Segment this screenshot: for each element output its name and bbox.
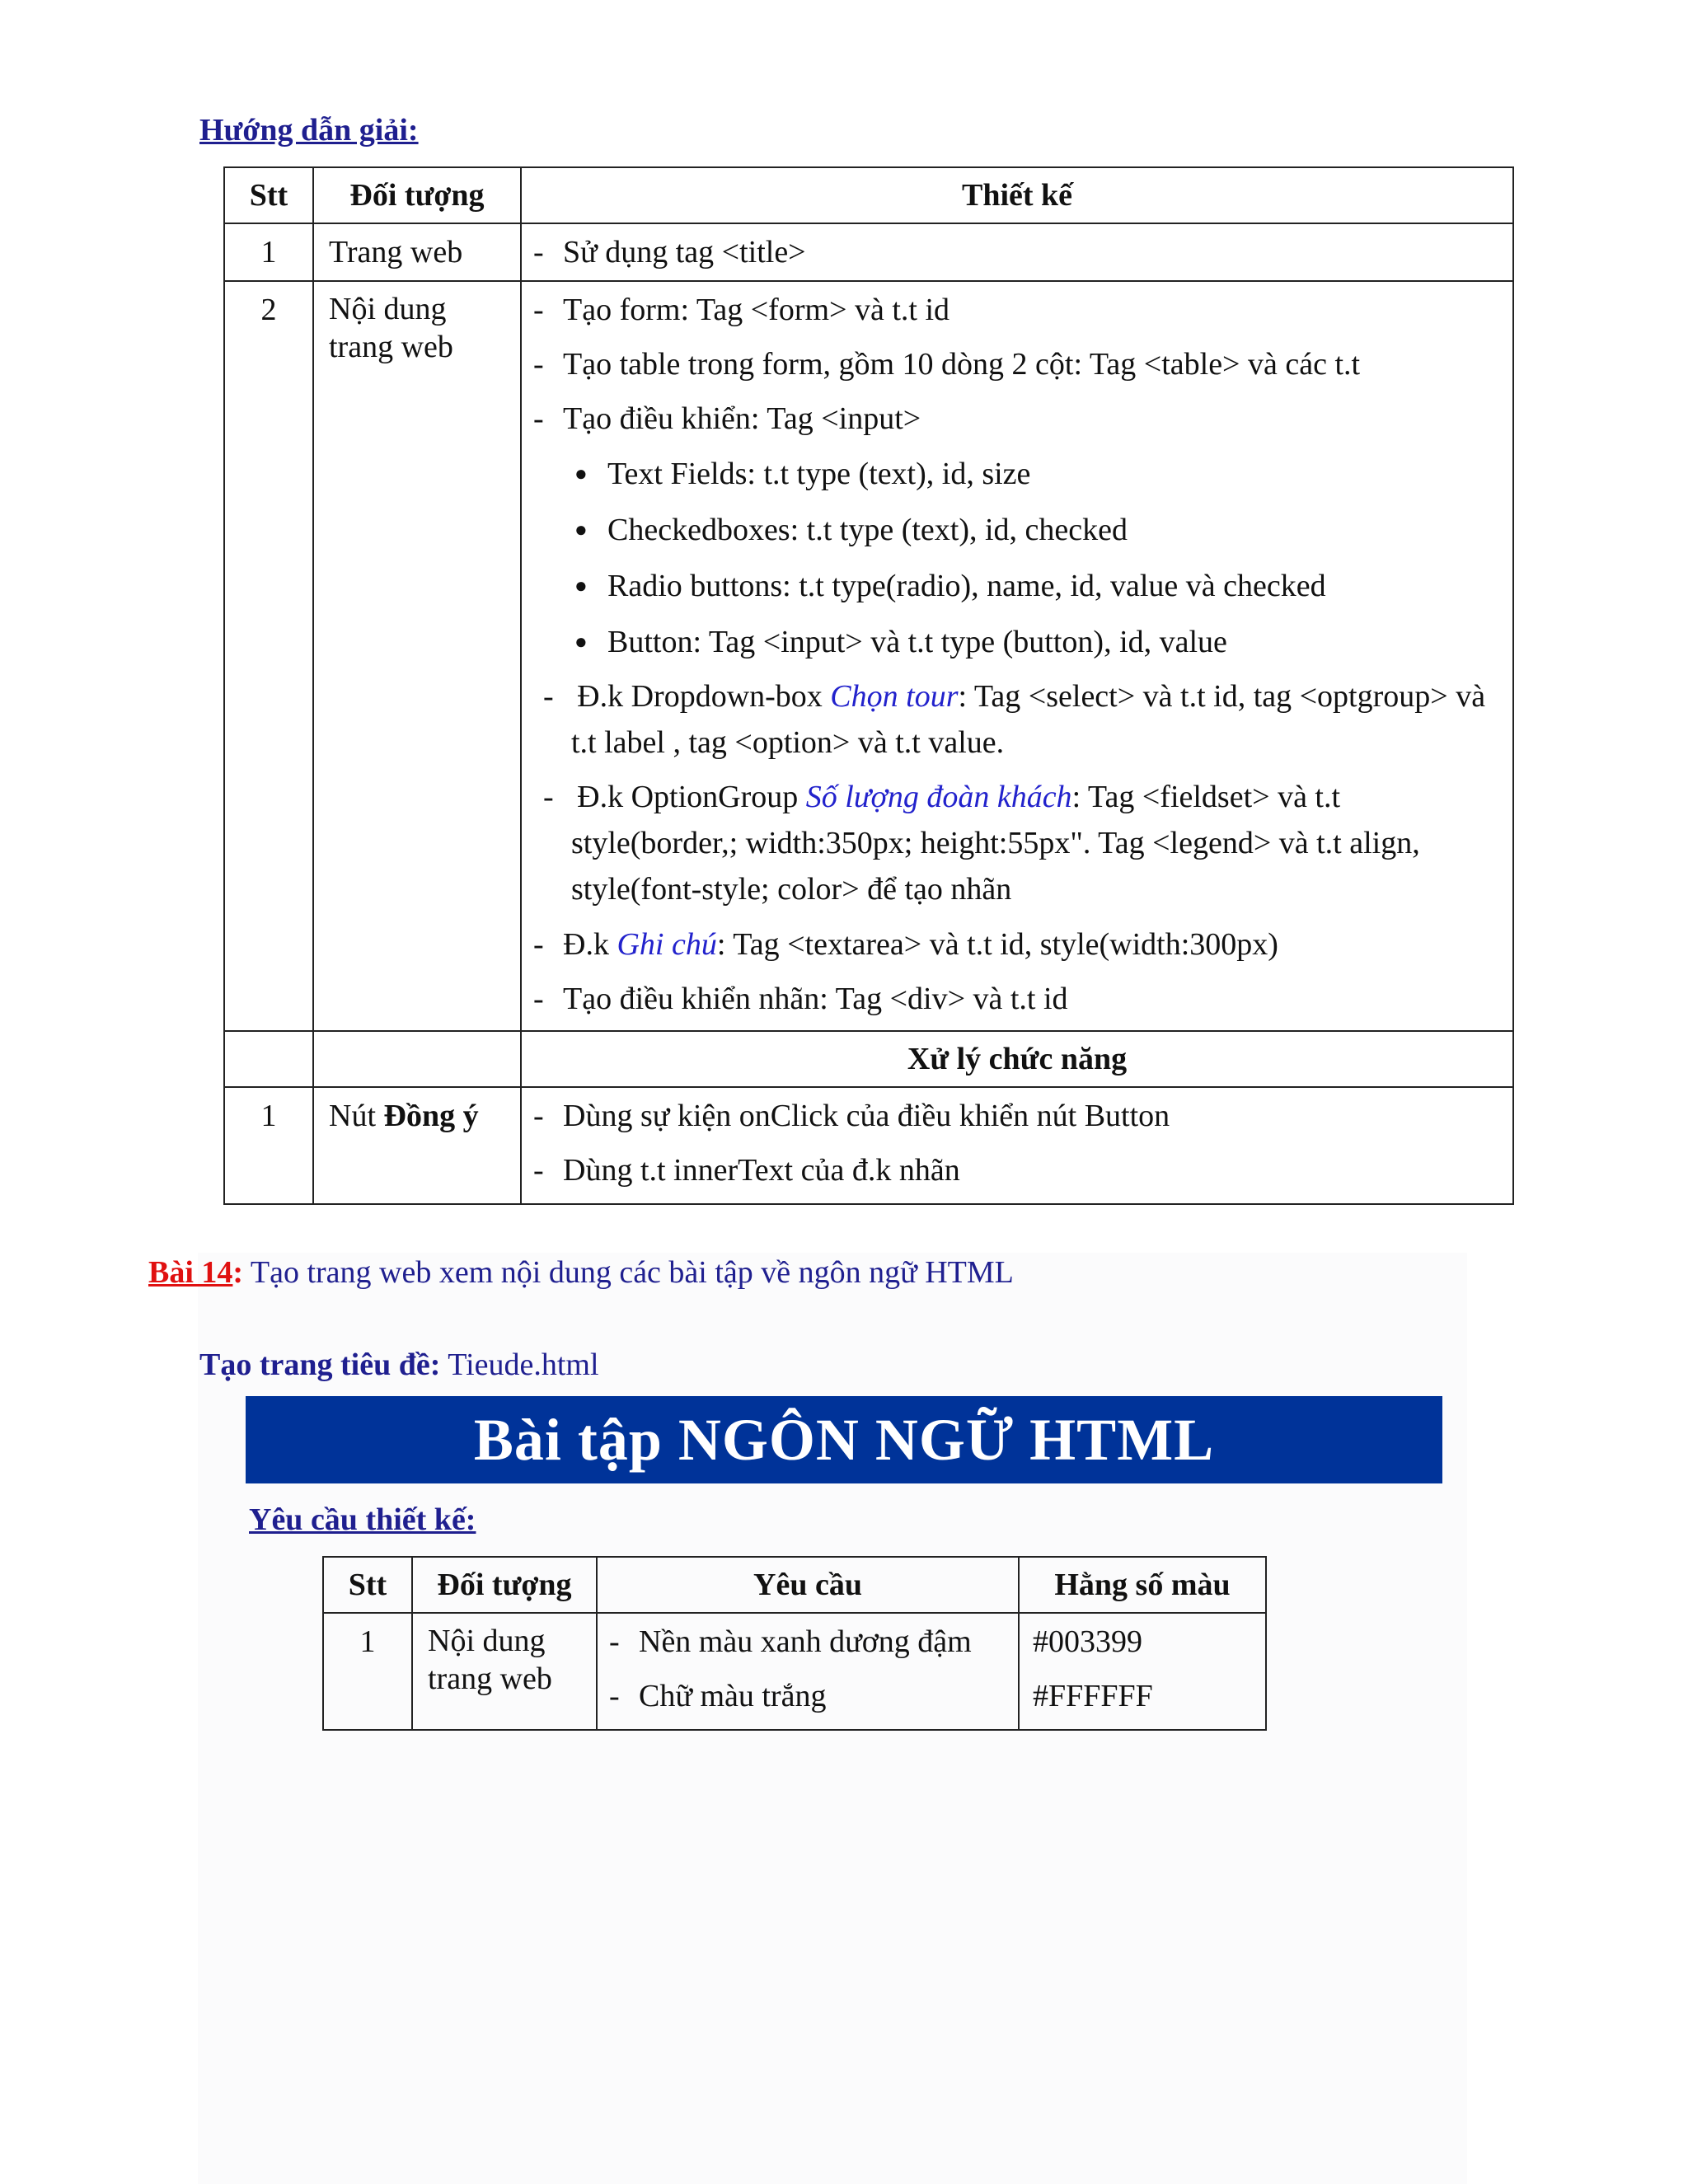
col-header-stt: Stt [224,167,313,223]
requirement-table [322,1556,1267,1731]
list-item: - Nền màu xanh dương đậm [609,1624,972,1659]
list-item-dropdown: - Đ.k Dropdown-box Chọn tour: Tag <select> và t.t id, tag <optgroup> và t.t label , tag <option> và t.t value. [543,679,1486,760]
list-item-note: - Đ.k Ghi chú: Tag <textarea> và t.t id, style(width:300px) [533,927,1278,962]
guide-heading: Hướng dẫn giải: [199,113,419,148]
col-header-color-constant: Hằng số màu [1019,1557,1266,1613]
color-constant: #FFFFFF [1033,1679,1153,1713]
table-row [224,223,1513,281]
row-design [521,1087,1513,1204]
list-item-optiongroup: - Đ.k OptionGroup Số lượng đoàn khách: Tag <fieldset> và t.t style(border,; width:350px; height:55px". Tag <legend> và t.t align, style(font-style; color> để tạo nhãn [543,780,1420,907]
table-row [224,1087,1513,1204]
note-name: Ghi chú [617,927,717,962]
row-stt: 1 [224,223,313,281]
design-table-header [224,167,1513,223]
list-item: - Tạo điều khiển: Tag <input> [533,401,921,436]
col-header-object: Đối tượng [412,1557,597,1613]
list-item: - Sử dụng tag <title> [533,235,806,269]
bullet-item: ● Radio buttons: t.t type(radio), name, id, value và checked [533,558,1496,614]
row-object: Nội dung trang web [313,281,521,1031]
list-item: - Dùng t.t innerText của đ.k nhãn [533,1153,960,1188]
table-row [224,281,1513,1031]
function-header-row [224,1031,1513,1087]
table-row [323,1613,1266,1730]
exercise-text: Tạo trang web xem nội dung các bài tập về ngôn ngữ HTML [243,1255,1014,1290]
bullet-item: ● Checkedboxes: t.t type (text), id, checked [533,502,1496,558]
dropdown-name: Chọn tour [830,679,959,714]
row-color-constants [1019,1613,1266,1730]
bullet-item: ● Button: Tag <input> và t.t type (button), id, value [533,614,1496,670]
color-constant: #003399 [1033,1624,1142,1659]
row-requirement [597,1613,1019,1730]
design-table [223,166,1514,1205]
row-stt: 1 [224,1087,313,1204]
row-design [521,223,1513,281]
row-stt: 1 [323,1613,412,1730]
exercise-label: Bài 14 [148,1255,233,1290]
optiongroup-name: Số lượng đoàn khách [805,780,1072,814]
list-item: - Dùng sự kiện onClick của điều khiển nút Button [533,1099,1170,1133]
title-page-label: Tạo trang tiêu đề: [199,1347,441,1382]
row-object: Trang web [313,223,521,281]
col-header-object: Đối tượng [313,167,521,223]
row-object: Nội dung trang web [412,1613,597,1730]
title-banner [246,1396,1442,1483]
empty-cell [313,1031,521,1087]
requirement-table-header [323,1557,1266,1613]
list-item: - Tạo table trong form, gồm 10 dòng 2 cột: Tag <table> và các t.t [533,347,1361,382]
title-page-file: Tieude.html [440,1347,599,1382]
col-header-stt: Stt [323,1557,412,1613]
row-object: Nút Đồng ý [313,1087,521,1204]
empty-cell [224,1031,313,1087]
banner-text: Bài tập NGÔN NGỮ HTML [473,1406,1215,1473]
exercise-line: Bài 14: Tạo trang web xem nội dung các bài tập về ngôn ngữ HTML [148,1255,1014,1290]
row-stt: 2 [224,281,313,1031]
col-header-requirement: Yêu cầu [597,1557,1019,1613]
title-page-line [199,1347,599,1383]
list-item: - Tạo form: Tag <form> và t.t id [533,293,950,327]
list-item: - Tạo điều khiển nhãn: Tag <div> và t.t id [533,982,1068,1016]
bullet-item: ● Text Fields: t.t type (text), id, size [533,446,1496,502]
row-design [521,281,1513,1031]
col-header-design: Thiết kế [521,167,1513,223]
requirement-heading: Yêu cầu thiết kế: [249,1502,476,1537]
list-item: - Chữ màu trắng [609,1679,827,1713]
function-header: Xử lý chức năng [521,1031,1513,1087]
